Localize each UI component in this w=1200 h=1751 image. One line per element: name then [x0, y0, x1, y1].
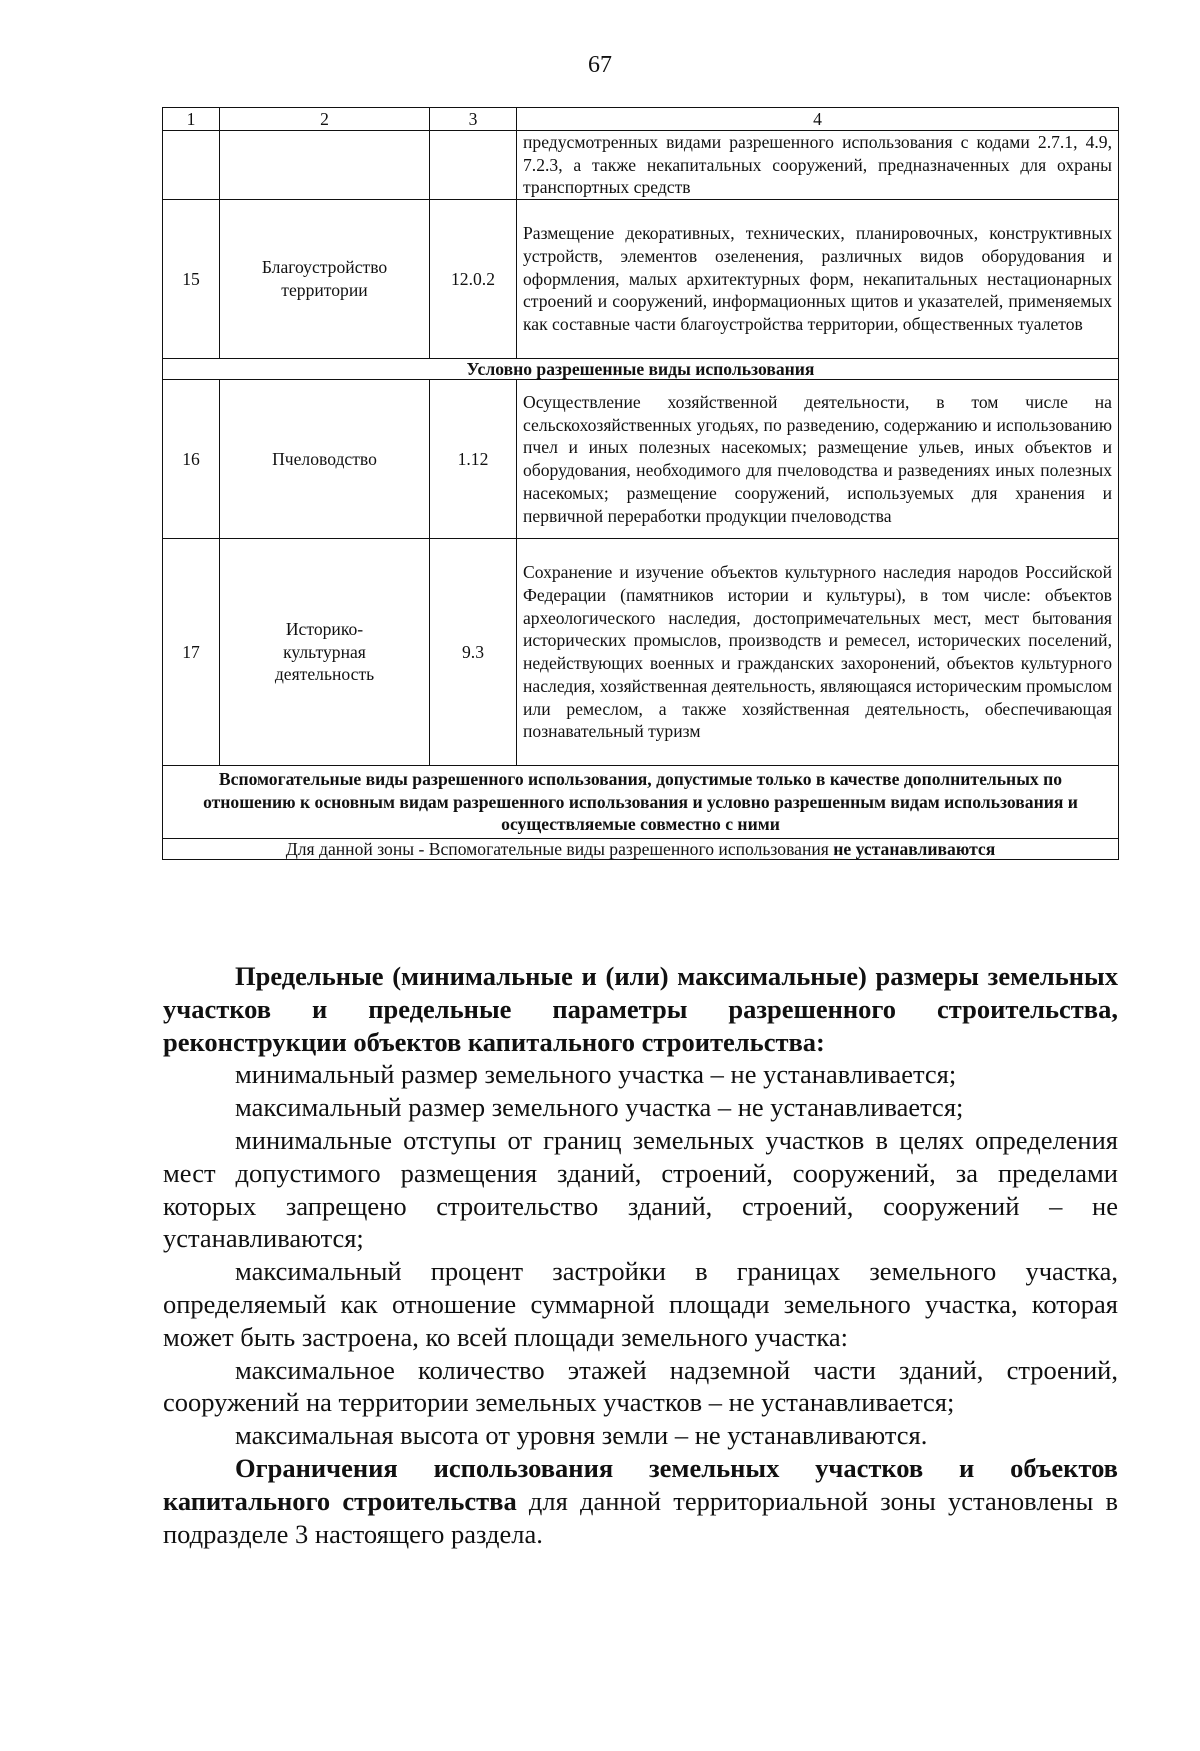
parameter-item: максимальный размер земельного участка – не устанавливается;	[235, 1092, 964, 1123]
page-number: 67	[588, 52, 612, 78]
header-col-4: 4	[517, 108, 1119, 131]
row-name-line: культурная	[283, 641, 366, 662]
row-num	[163, 131, 220, 200]
parameters-section	[163, 960, 1118, 1550]
auxiliary-note-prefix: Для данной зоны - Вспомогательные виды разрешенного использования	[285, 838, 834, 859]
row-num: 17	[163, 539, 220, 766]
parameter-item: максимальное количество этажей надземной части зданий, строений, сооружений на территории земельных участков – не устанавливается;	[163, 1354, 1118, 1418]
parameter-item: максимальная высота от уровня земли – не устанавливаются.	[235, 1420, 928, 1451]
row-name: Благоустройство территории	[220, 200, 430, 359]
row-code: 12.0.2	[430, 200, 517, 359]
row-code	[430, 131, 517, 200]
section-auxiliary-header: Вспомогательные виды разрешенного использования, допустимые только в качестве дополнительных по отношению к основным видам разрешенного использования и условно разрешенным видам использования и осуществляемые совместно с ними	[163, 766, 1119, 839]
auxiliary-note-row	[163, 838, 1119, 859]
section-conditional-header: Условно разрешенные виды использования	[163, 359, 1119, 380]
row-code: 1.12	[430, 380, 517, 539]
parameter-item: минимальные отступы от границ земельных участков в целях определения мест допустимого размещения зданий, строений, сооружений, за пределами которых запрещено строительство зданий, строений, сооружений – не устанавливаются;	[163, 1124, 1118, 1254]
table-header-row	[163, 108, 1119, 131]
restrictions-rest: для данной территориальной зоны установлены в подразделе 3 настоящего раздела.	[163, 1485, 1118, 1549]
restrictions-paragraph	[163, 1452, 1118, 1550]
row-num: 15	[163, 200, 220, 359]
row-description: предусмотренных видами разрешенного использования с кодами 2.7.1, 4.9, 7.2.3, а также некапитальных сооружений, предназначенных для охраны транспортных средств	[517, 131, 1119, 200]
section-conditional-row	[163, 359, 1119, 380]
restrictions-bold: Ограничения использования земельных участков и объектов капитального строительства	[163, 1452, 1118, 1516]
auxiliary-note	[163, 838, 1119, 859]
parameter-item: максимальный процент застройки в границах земельного участка, определяемый как отношение суммарной площади земельного участка, которая может быть застроена, ко всей площади земельного участка:	[163, 1256, 1118, 1352]
table-row-16	[163, 380, 1119, 539]
row-name-line: деятельность	[274, 664, 375, 685]
table-row-15	[163, 200, 1119, 359]
auxiliary-note-bold: не устанавливаются	[833, 838, 996, 859]
table-row-continuation	[163, 131, 1119, 200]
row-description: Размещение декоративных, технических, планировочных, конструктивных устройств, элементов озеленения, различных видов оборудования и оформления, малых архитектурных форм, некапитальных нестационарных строений и сооружений, информационных щитов и указателей, применяемых как составные части благоустройства территории, общественных туалетов	[517, 200, 1119, 359]
row-code: 9.3	[430, 539, 517, 766]
row-name	[220, 131, 430, 200]
row-name: Пчеловодство	[220, 380, 430, 539]
row-num: 16	[163, 380, 220, 539]
row-description: Осуществление хозяйственной деятельности, в том числе на сельскохозяйственных угодьях, по разведению, содержанию и использованию пчел и иных полезных насекомых; размещение ульев, иных объектов и оборудования, необходимого для пчеловодства и разведениях иных полезных насекомых; размещение сооружений, используемых для хранения и первичной переработки продукции пчеловодства	[517, 380, 1119, 539]
land-use-table	[162, 107, 1119, 860]
row-name	[220, 539, 430, 766]
parameters-heading: Предельные (минимальные и (или) максимальные) размеры земельных участков и предельные параметры разрешенного строительства, реконструкции объектов капитального строительства:	[163, 961, 1118, 1057]
parameter-item: минимальный размер земельного участка – не устанавливается;	[235, 1059, 957, 1090]
header-col-2: 2	[220, 108, 430, 131]
row-name-line: Историко-	[285, 619, 364, 640]
table-row-17	[163, 539, 1119, 766]
section-auxiliary-row	[163, 766, 1119, 839]
header-col-3: 3	[430, 108, 517, 131]
header-col-1: 1	[163, 108, 220, 131]
row-description: Сохранение и изучение объектов культурного наследия народов Российской Федерации (памятников истории и культуры), в том числе: объектов археологического наследия, достопримечательных мест, мест бытования исторических промыслов, производств и ремесел, исторических поселений, недействующих военных и гражданских захоронений, объектов культурного наследия, хозяйственная деятельность, являющаяся историческим промыслом или ремеслом, а также хозяйственная деятельность, обеспечивающая познавательный туризм	[517, 539, 1119, 766]
